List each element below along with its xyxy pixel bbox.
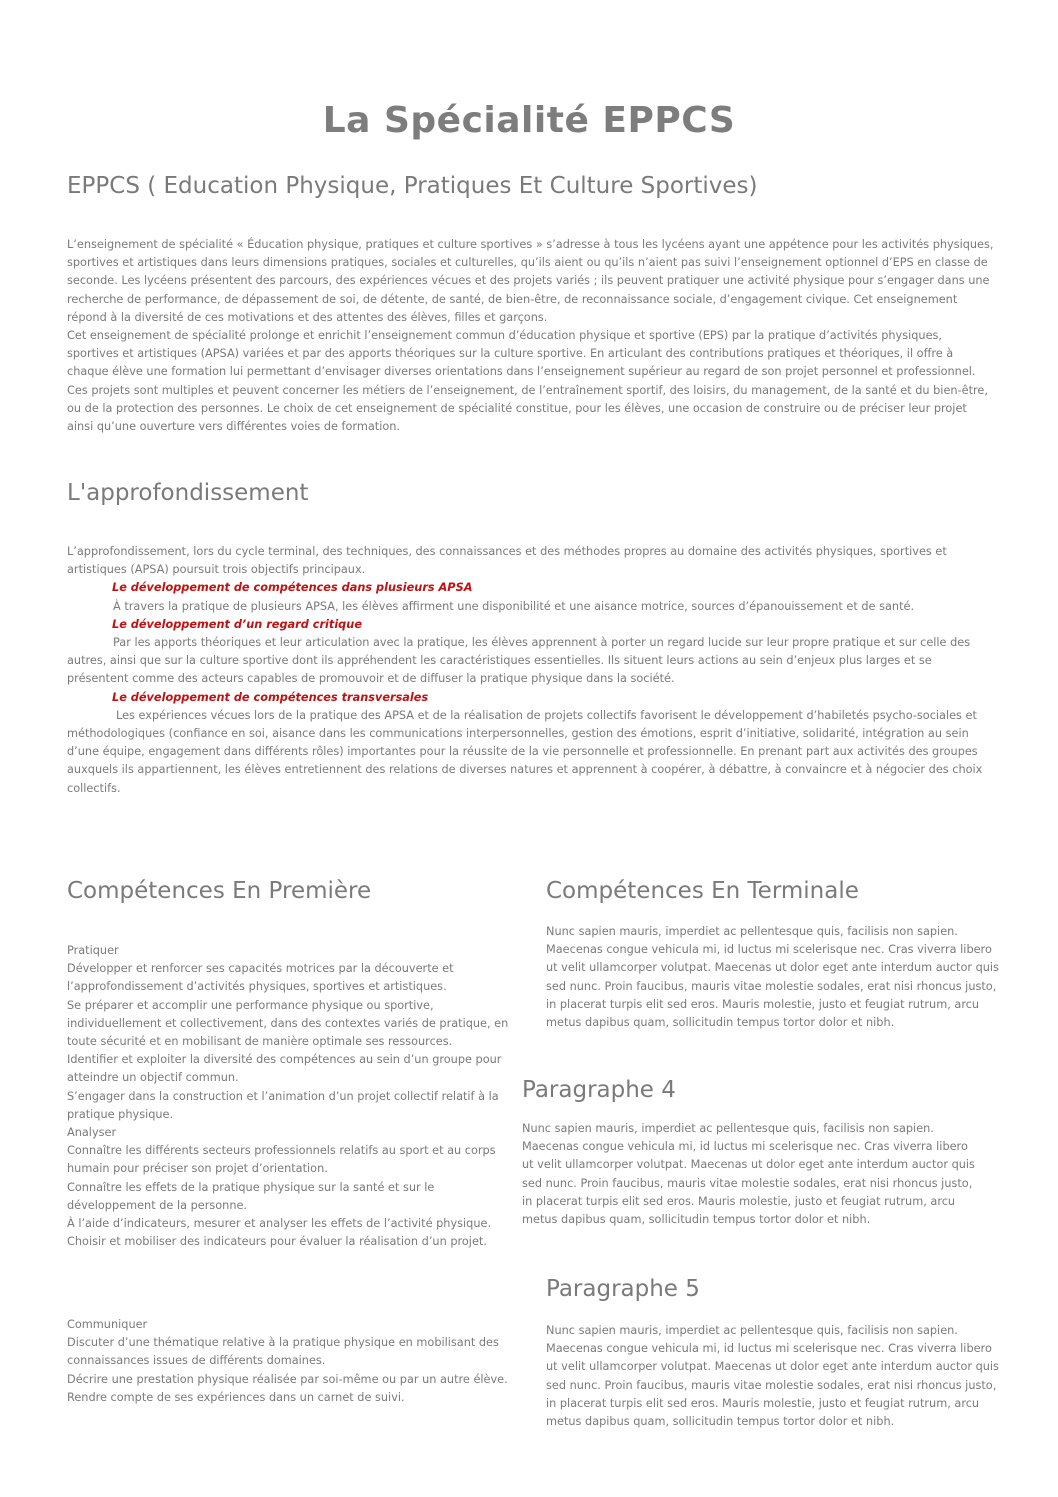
objective-text: Par les apports théoriques et leur articulation avec la pratique, les élèves apprennent à porter un regard lucide sur leur propre pratique et sur celle des autres, ainsi que sur la culture sportive dont ils appréhendent les caractéristiques essentielles. Ils situent leurs actions au sein d’enjeux plus larges et se présentent comme des acteurs capables de promouvoir et de diffuser la pratique physique dans la société.: [67, 636, 971, 686]
list-item: Rendre compte de ses expériences dans un carnet de suivi.: [67, 1390, 405, 1404]
list-item: Développer et renforcer ses capacités motrices par la découverte et l’approfondissement d’activités physiques, sportives et artistiques.: [67, 962, 454, 994]
list-item: Identifier et exploiter la diversité des compétences au sein d’un groupe pour atteindre un objectif commun.: [67, 1053, 502, 1085]
list-item: S’engager dans la construction et l’animation d’un projet collectif relatif à la pratique physique.: [67, 1089, 499, 1121]
list-item: Connaître les différents secteurs professionnels relatifs au sport et au corps humain pour préciser son projet d’orientation.: [67, 1144, 496, 1176]
section-approfondissement-body: [67, 543, 995, 798]
premiere-list-communiquer: [67, 1316, 522, 1407]
page-title: La Spécialité EPPCS: [322, 100, 736, 141]
list-item: Connaître les effets de la pratique physique sur la santé et sur le développement de la personne.: [67, 1180, 435, 1212]
objective-text: À travers la pratique de plusieurs APSA, les élèves affirment une disponibilité et une aisance motrice, sources d’épanouissement et de santé.: [113, 599, 915, 613]
objective-text: Les expériences vécues lors de la pratique des APSA et de la réalisation de projets collectifs favorisent le développement d’habiletés psycho-sociales et méthodologiques (confiance en soi, aisance dans les communications interpersonnelles, gestion des émotions, esprit d’initiative, solidarité, intégration au sein d’une équipe, engagement dans différents rôles) importantes pour la réussite de la vie personnelle et professionnelle. En prenant part aux activités des groupes auxquels ils appartiennent, les élèves entretiennent des relations de diverses natures et apprennent à coopérer, à débattre, à convaincre et à négocier des choix collectifs.: [67, 708, 983, 795]
section-eppcs-body: [67, 236, 995, 436]
section-heading-approfondissement: L'approfondissement: [67, 480, 309, 506]
list-item: Décrire une prestation physique réalisée par soi-même ou par un autre élève.: [67, 1372, 508, 1386]
list-item: Discuter d’une thématique relative à la pratique physique en mobilisant des connaissances issues de différents domaines.: [67, 1336, 499, 1368]
section-heading-eppcs: EPPCS ( Education Physique, Pratiques Et Culture Sportives): [67, 173, 758, 199]
paragraph: Cet enseignement de spécialité prolonge et enrichit l’enseignement commun d’éducation physique et sportive (EPS) par la pratique d’activités physiques, sportives et artistiques (APSA) variées et par des apports théoriques sur la culture sportive. En articulant des contributions pratiques et théoriques, il offre à chaque élève une formation lui permettant d’envisager diverses orientations dans l’enseignement supérieur au regard de son projet personnel et professionnel. Ces projets sont multiples et peuvent concerner les métiers de l’enseignement, de l’entraînement sportif, des loisirs, du management, de la santé et du bien-être, ou de la protection des personnes. Le choix de cet enseignement de spécialité constitue, pour les élèves, une occasion de construire ou de préciser leur projet ainsi qu’une ouverture vers différentes voies de formation.: [67, 329, 988, 434]
section-heading-paragraphe-5: Paragraphe 5: [546, 1276, 700, 1302]
premiere-list: [67, 942, 522, 1251]
paragraphe-5-text: Nunc sapien mauris, imperdiet ac pellentesque quis, facilisis non sapien. Maecenas congue vehicula mi, id luctus mi scelerisque nec. Cras viverra libero ut velit ullamcorper volutpat. Maecenas ut dolor eget ante interdum auctor quis sed nunc. Proin faucibus, mauris vitae molestie sodales, erat nisi rhoncus justo, in placerat turpis elit sed eros. Mauris molestie, justo et feugiat rutrum, arcu metus dapibus quam, sollicitudin tempus tortor dolor et nibh.: [546, 1324, 999, 1429]
section-heading-premiere: Compétences En Première: [67, 878, 372, 904]
list-item: Se préparer et accomplir une performance physique ou sportive, individuellement et collectivement, dans des contextes variés de pratique, en toute sécurité et en mobilisant de manière optimale ses ressources.: [67, 998, 509, 1049]
list-item: À l’aide d’indicateurs, mesurer et analyser les effets de l’activité physique.: [67, 1217, 492, 1231]
objective-label: Le développement d’un regard critique: [112, 617, 362, 631]
objective-label: Le développement de compétences transversales: [112, 690, 429, 704]
terminale-text: Nunc sapien mauris, imperdiet ac pellentesque quis, facilisis non sapien. Maecenas congue vehicula mi, id luctus mi scelerisque nec. Cras viverra libero ut velit ullamcorper volutpat. Maecenas ut dolor eget ante interdum auctor quis sed nunc. Proin faucibus, mauris vitae molestie sodales, erat nisi rhoncus justo, in placerat turpis elit sed eros. Mauris molestie, justo et feugiat rutrum, arcu metus dapibus quam, sollicitudin tempus tortor dolor et nibh.: [546, 925, 999, 1030]
section-heading-paragraphe-4: Paragraphe 4: [522, 1077, 676, 1103]
list-item: Communiquer: [67, 1318, 148, 1331]
list-item: Choisir et mobiliser des indicateurs pour évaluer la réalisation d’un projet.: [67, 1235, 487, 1249]
objective-label: Le développement de compétences dans plusieurs APSA: [112, 581, 473, 595]
section-heading-terminale: Compétences En Terminale: [546, 878, 859, 904]
paragraph: L’enseignement de spécialité « Éducation physique, pratiques et culture sportives » s’adresse à tous les lycéens ayant une appétence pour les activités physiques, sportives et artistiques dans leurs dimensions pratiques, sociales et culturelles, qu’ils aient ou qu’ils n’aient pas suivi l’enseignement optionnel d’EPS en classe de seconde. Les lycéens présentent des parcours, des expériences vécues et des projets variés ; ils peuvent pratiquer une activité physique pour s’engager dans une recherche de performance, de dépassement de soi, de détente, de santé, de bien-être, de reconnaissance sociale, d’engagement civique. Cet enseignement répond à la diversité de ces motivations et des attentes des élèves, filles et garçons.: [67, 238, 994, 324]
list-item: Analyser: [67, 1126, 117, 1140]
list-item: Pratiquer: [67, 944, 119, 957]
paragraphe-4-text: Nunc sapien mauris, imperdiet ac pellentesque quis, facilisis non sapien. Maecenas congue vehicula mi, id luctus mi scelerisque nec. Cras viverra libero ut velit ullamcorper volutpat. Maecenas ut dolor eget ante interdum auctor quis sed nunc. Proin faucibus, mauris vitae molestie sodales, erat nisi rhoncus justo, in placerat turpis elit sed eros. Mauris molestie, justo et feugiat rutrum, arcu metus dapibus quam, sollicitudin tempus tortor dolor et nibh.: [522, 1122, 975, 1227]
paragraph: L’approfondissement, lors du cycle terminal, des techniques, des connaissances et des méthodes propres au domaine des activités physiques, sportives et artistiques (APSA) poursuit trois objectifs principaux.: [67, 545, 947, 577]
